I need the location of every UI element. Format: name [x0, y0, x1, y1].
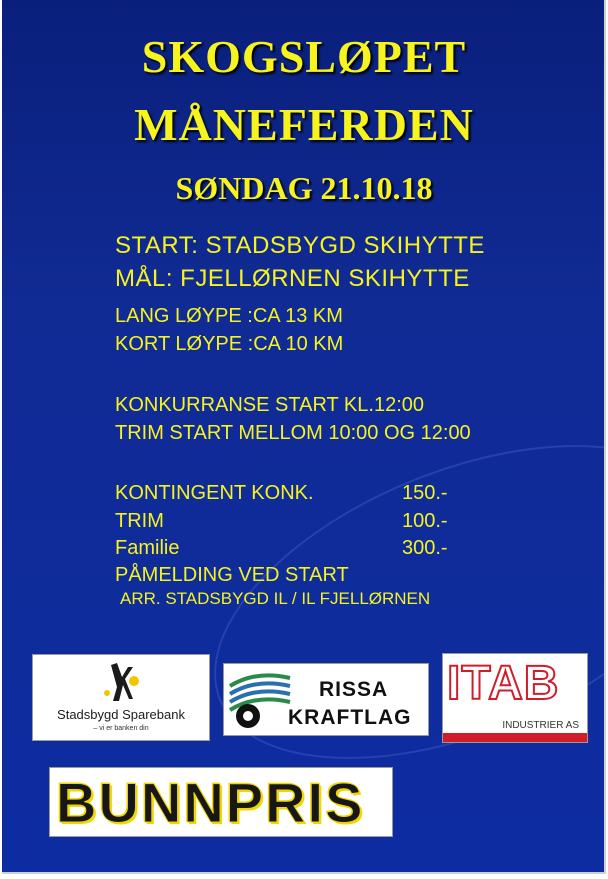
kraftlag-line-2: KRAFTLAG: [288, 706, 412, 729]
fee-value-family: 300.-: [402, 537, 448, 559]
itab-subtitle: INDUSTRIER AS: [502, 720, 579, 731]
organizers: ARR. STADSBYGD IL / IL FJELLØRNEN: [120, 589, 431, 608]
sparebank-emblem-icon: [33, 659, 209, 709]
rissa-kraftlag-logo: [223, 663, 429, 736]
kraftlag-waves-icon: [226, 666, 296, 736]
bunnpris-name: BUNNPRIS: [56, 771, 365, 834]
fee-label-trim: TRIM: [115, 510, 164, 532]
fee-value-competition: 150.-: [402, 482, 448, 504]
registration-note: PÅMELDING VED START: [115, 564, 349, 586]
sparebank-tagline: – vi er banken din: [93, 725, 149, 732]
long-course: LANG LØYPE :CA 13 KM: [115, 305, 343, 327]
stadsbygd-sparebank-logo: [32, 654, 210, 741]
itab-name: ITAB: [447, 657, 560, 710]
competition-start: KONKURRANSE START KL.12:00: [115, 394, 425, 416]
start-location: START: STADSBYGD SKIHYTTE: [115, 232, 485, 259]
bunnpris-logo: [49, 767, 393, 837]
title-line-2: MÅNEFERDEN: [134, 99, 474, 150]
trim-start: TRIM START MELLOM 10:00 OG 12:00: [115, 422, 471, 444]
kraftlag-line-1: RISSA: [319, 678, 389, 701]
event-date: SØNDAG 21.10.18: [175, 170, 433, 206]
fee-label-family: Familie: [115, 537, 180, 559]
itab-logo: [442, 653, 588, 743]
title-line-1: SKOGSLØPET: [141, 31, 467, 82]
fee-label-competition: KONTINGENT KONK.: [115, 482, 314, 504]
short-course: KORT LØYPE :CA 10 KM: [115, 333, 344, 355]
itab-red-bar: [443, 733, 587, 742]
sparebank-name: Stadsbygd Sparebank: [57, 707, 185, 722]
poster: [2, 0, 606, 874]
finish-location: MÅL: FJELLØRNEN SKIHYTTE: [115, 265, 470, 292]
fee-value-trim: 100.-: [402, 510, 448, 532]
